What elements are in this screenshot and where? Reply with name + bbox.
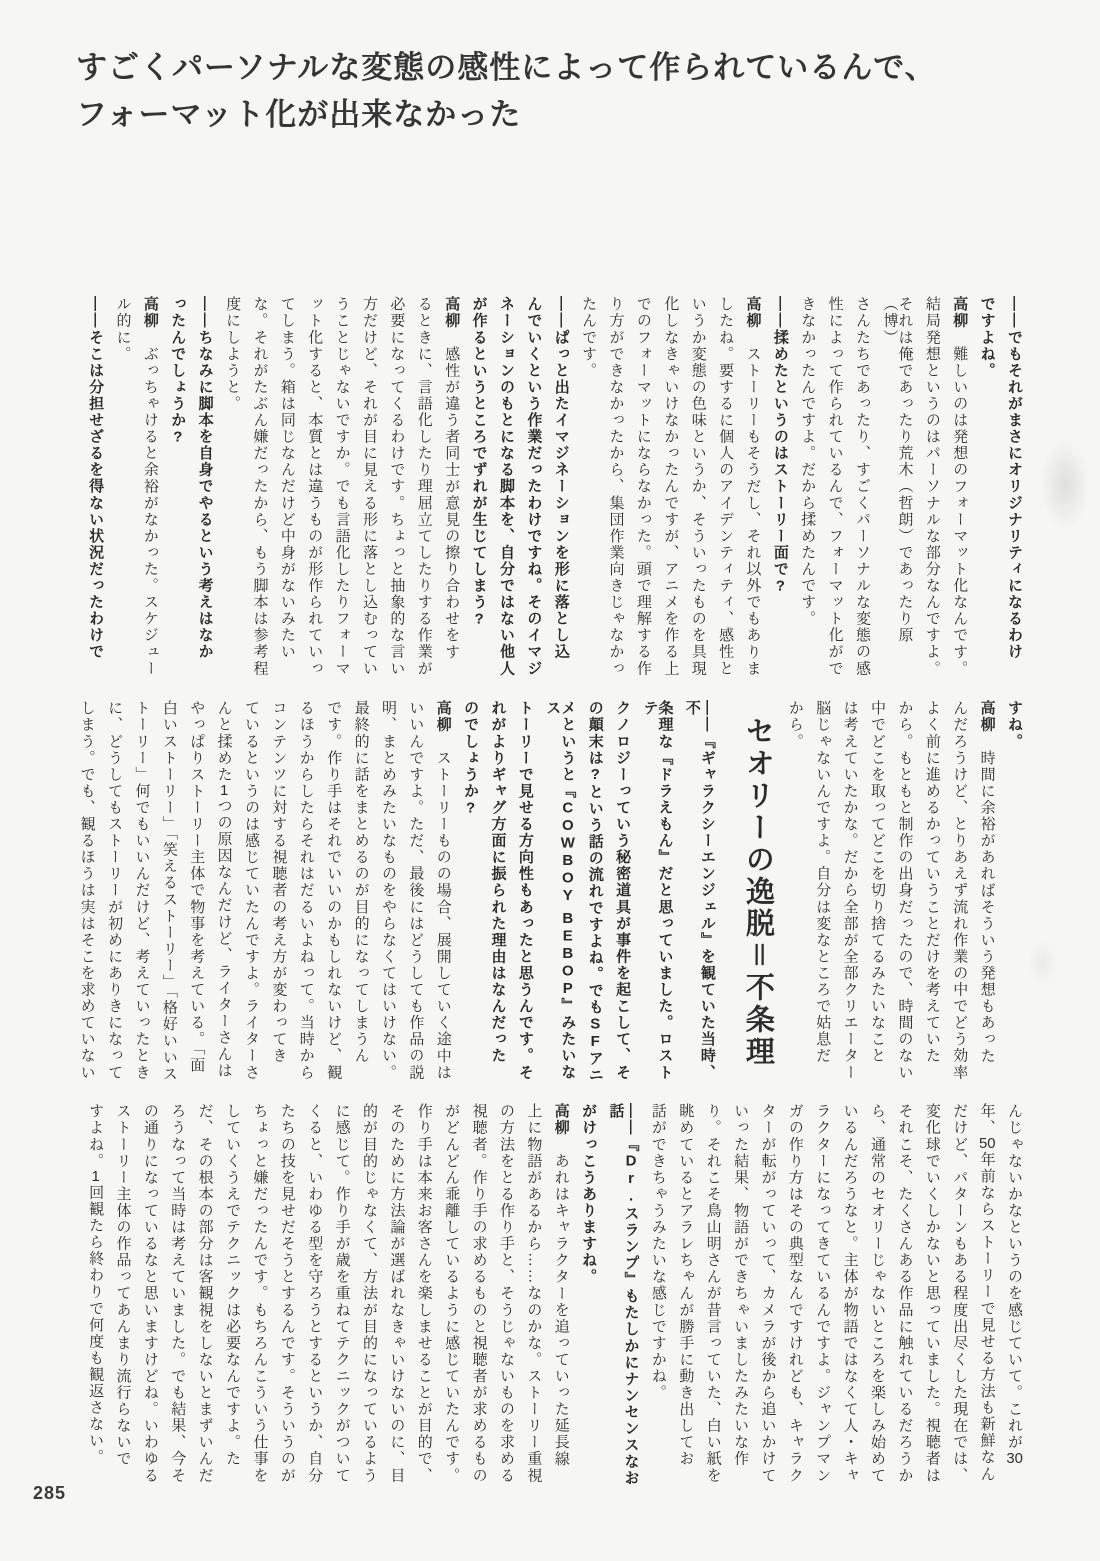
text-column: しまう。でも、観るほうは実はそこを求めていない bbox=[78, 700, 96, 1081]
text-column: 話ができちゃうみたいな感じですかね。 bbox=[649, 1103, 667, 1401]
text-column: だ、その根本の部分は客観視をしないとまずいんだ bbox=[196, 1103, 214, 1484]
text-column: ガの作り方はその典型なんですけれども、キャラク bbox=[786, 1103, 804, 1484]
text-column: に感じて。作り手が歳を重ねてテクニックがついて bbox=[333, 1103, 351, 1484]
text-column: いいんですよ。ただ、最後にはどうしても作品の説 bbox=[407, 700, 425, 1081]
text-column: んだろうけど、とりあえず流れ作業の中でどう効率 bbox=[951, 700, 969, 1081]
text-column: 的が目的じゃなくて、方法が目的になっているよう bbox=[361, 1103, 379, 1484]
text-column: 化しなきゃいけなかったんですが、アニメを作る上 bbox=[662, 296, 680, 677]
text-column: ——『Dr.スランプ』もたしかにナンセンスなお話 bbox=[607, 1103, 640, 1487]
text-column: きなかったんですよ。だから揉めたんです。 bbox=[799, 296, 817, 627]
text-column: ——でもそれがまさにオリジナリティになるわけ bbox=[1006, 296, 1023, 661]
text-column: るほうからしたらそれはだるいよねって。当時から bbox=[297, 700, 315, 1081]
text-column: 必要になってくるわけです。ちょっと抽象的な言い bbox=[388, 296, 406, 677]
text-column: 条理な『ドラえもん』だと思っていました。ロストテ bbox=[641, 700, 674, 1081]
text-column: り。それこそ鳥山明さんが昔言っていた、白い紙を bbox=[704, 1103, 722, 1484]
scan-smudge bbox=[1028, 940, 1058, 986]
text-column: ル的に。 bbox=[114, 296, 132, 363]
text-column: すね。 bbox=[1006, 700, 1023, 750]
text-column: いるんだろうなと。主体が物語ではなくて人・キャ bbox=[841, 1103, 859, 1484]
text-column: の通りになっているなと思いますけどね。いわゆる bbox=[141, 1103, 159, 1484]
text-column: 上に物語があるから……なのかな。ストーリー重視 bbox=[525, 1103, 543, 1484]
text-column: れがよりギャグ方面に振られた理由はなんだった bbox=[489, 700, 507, 1065]
text-column: から。 bbox=[786, 700, 804, 750]
text-column: 高柳 あれはキャラクターを追っていった延長線 bbox=[552, 1103, 570, 1468]
text-column: ているというのは感じていたんですよ。ライターさ bbox=[243, 700, 261, 1081]
text-column: ネーションのもとになる脚本を、自分ではない他人 bbox=[497, 296, 515, 677]
text-column: 高柳 ストーリーものの場合、展開していく途中は bbox=[434, 700, 452, 1081]
text-column: したね。要するに個人のアイデンティティ、感性と bbox=[717, 296, 735, 677]
text-column: うことじゃないですか。でも言語化したりフォーマ bbox=[333, 296, 351, 677]
text-column: 年、50年前ならストーリーで見せる方法も新鮮なん bbox=[978, 1103, 996, 1483]
text-column: から。もともと制作の出身だったので、時間のない bbox=[896, 700, 914, 1081]
text-column: していくうえでテクニックは必要なんですよ。た bbox=[224, 1103, 242, 1468]
speaker-name: 高柳 bbox=[552, 1103, 570, 1137]
interview-text-band-3 bbox=[70, 1103, 1022, 1487]
text-column: り方ができなかったから、集団作業向きじゃなかっ bbox=[607, 296, 625, 677]
page-number: 285 bbox=[33, 1483, 67, 1503]
text-column: やっぱりストーリー主体で物事を考えている。「面 bbox=[188, 700, 206, 1074]
text-column: な。それがたぶん嫌だったから、もう脚本は参考程 bbox=[251, 296, 269, 677]
interview-text-band-1 bbox=[70, 296, 1022, 680]
text-column: それこそ、たくさんある作品に触れているだろうか bbox=[896, 1103, 914, 1484]
text-column: がどんどん乖離しているように感じていたんです。 bbox=[443, 1103, 461, 1484]
text-column: そのために方法論が選ばれなきゃいけないのに、目 bbox=[388, 1103, 406, 1484]
speaker-name: 高柳 bbox=[141, 296, 159, 330]
speaker-name: 高柳 bbox=[951, 296, 969, 330]
text-column: トーリー」何でもいいんだけど、考えていったとき bbox=[133, 700, 151, 1081]
scan-smudge bbox=[1040, 440, 1090, 530]
text-column: それは俺であったり荒木（哲朗）であったり原（博） bbox=[881, 296, 914, 644]
text-column: ろうなって当時は考えていました。でも結果、今そ bbox=[169, 1103, 187, 1484]
text-column: ったんでしょうか? bbox=[169, 296, 187, 446]
text-column: たちの技を見せだそうとするんです。そういうのが bbox=[278, 1103, 296, 1484]
text-column: トーリーで見せる方向性もあったと思うんです。そ bbox=[516, 700, 534, 1081]
text-column: 度にしようと。 bbox=[224, 296, 242, 412]
text-column: いった結果、物語ができちゃいましたみたいな作 bbox=[732, 1103, 750, 1468]
text-column: は考えていたかな。だから全部が全部クリエーター bbox=[841, 700, 859, 1081]
text-column: ストーリー主体の作品ってあんまり流行らないで bbox=[114, 1103, 132, 1468]
speaker-name: 高柳 bbox=[978, 700, 996, 734]
text-column: が作るというところでずれが生じてしまう? bbox=[470, 296, 488, 628]
text-column: 脳じゃないんですよ。自分は変なところで姑息だ bbox=[814, 700, 832, 1065]
text-column: だけど、パターンもある程度出尽くした現在では、 bbox=[951, 1103, 969, 1484]
headline-line-2: フォーマット化が出来なかった bbox=[76, 97, 522, 133]
text-column: 中でどこを取ってどこを切り捨てるみたいなこと bbox=[869, 700, 887, 1065]
text-column: 視聴者。作り手の求めるものと視聴者が求めるもの bbox=[470, 1103, 488, 1484]
text-column: でのフォーマットにならなかった。頭で理解する作 bbox=[634, 296, 652, 677]
text-column: 高柳 ぶっちゃけると余裕がなかった。スケジュー bbox=[141, 296, 159, 677]
text-column: 変化球でいくしかないと思っていました。視聴者は bbox=[923, 1103, 941, 1484]
text-column: ラクターになってきているんですよ。ジャンプマン bbox=[814, 1103, 832, 1484]
text-column: です。作り手はそれでいいのかもしれないけど、観 bbox=[325, 700, 343, 1081]
text-column: 明、まとめみたいなものをやらなくてはいけない。 bbox=[379, 700, 397, 1081]
text-column: 眺めているとアラレちゃんが勝手に動き出してお bbox=[677, 1103, 695, 1468]
text-column: ターが転がっていって、カメラが後から追いかけて bbox=[759, 1103, 777, 1484]
text-column: 高柳 難しいのは発想のフォーマット化なんです。 bbox=[951, 296, 969, 677]
text-column: ——揉めたというのはストーリー面で? bbox=[771, 296, 789, 595]
text-column: 最終的に話をまとめるのが目的になってしまうん bbox=[352, 700, 370, 1065]
text-column: 性によって作られているんで、フォーマット化がで bbox=[826, 296, 844, 677]
speaker-name: 高柳 bbox=[744, 296, 762, 330]
text-column: ——ぱっと出たイマジネーションを形に落とし込 bbox=[552, 296, 570, 661]
text-column: てしまう。箱は同じなんだけど中身がないみたい bbox=[278, 296, 296, 661]
text-column: の方法をとる作り手と、そうじゃないものを求める bbox=[497, 1103, 515, 1484]
text-column: のでしょうか? bbox=[462, 700, 480, 817]
text-column: いうか変態の色味というか、そういったものを具現 bbox=[689, 296, 707, 677]
text-column: がけっこうありますね。 bbox=[580, 1103, 598, 1286]
text-column: んじゃないかなというのを感じていて。これが30 bbox=[1006, 1103, 1023, 1466]
text-column: 高柳 ストーリーもそうだし、それ以外でもありま bbox=[744, 296, 762, 677]
text-column: 高柳 時間に余裕があればそういう発想もあった bbox=[978, 700, 996, 1065]
text-column: 方だけど、それが目に見える形に落とし込むってい bbox=[361, 296, 379, 677]
text-column: ですよね。 bbox=[978, 296, 996, 379]
text-column: 作り手は本来お客さんを楽しませることが目的で、 bbox=[415, 1103, 433, 1484]
text-column: 結局発想というのはパーソナルな部分なんですよ。 bbox=[923, 296, 941, 677]
section-heading: セオリーの逸脱＝不条理 bbox=[741, 716, 774, 1069]
headline-line-1: すごくパーソナルな変態の感性によって作られているんで、 bbox=[76, 50, 937, 85]
text-column: ちょっと嫌だったんです。もちろんこういう仕事を bbox=[251, 1103, 269, 1484]
speaker-name: 高柳 bbox=[434, 700, 452, 734]
interview-text-band-2 bbox=[70, 700, 1022, 1084]
text-column: コンテンツに対する視聴者の考え方が変わってき bbox=[270, 700, 288, 1065]
text-column: るときに、言語化したり理屈立てしたりする作業が bbox=[415, 296, 433, 677]
text-column: んでいくという作業だったわけですね。そのイマジ bbox=[525, 296, 543, 677]
text-column: に、どうしてもストーリーが初めにありきになって bbox=[106, 700, 124, 1081]
speaker-name: 高柳 bbox=[443, 296, 461, 330]
text-column: 白いストーリー」「笑えるストーリー」「格好いいス bbox=[160, 700, 178, 1083]
text-column: ——ちなみに脚本を自身でやるという考えはなか bbox=[196, 296, 214, 661]
text-column: ット化すると、本質とは違うものが形作られていっ bbox=[306, 296, 324, 677]
text-column: たんです。 bbox=[580, 296, 598, 379]
text-column: 高柳 感性が違う者同士が意見の擦り合わせをす bbox=[443, 296, 461, 661]
page-headline bbox=[76, 44, 937, 138]
text-column: ——『ギャラクシーエンジェル』を観ていた当時、不 bbox=[683, 700, 716, 1081]
text-column: メというと『COWBOY BEBOP』みたいなス bbox=[544, 700, 577, 1081]
text-column: クノロジーっていう秘密道具が事件を起こして、そ bbox=[614, 700, 632, 1081]
text-column: んと揉めた1つの原因なんだけど、ライターさんは bbox=[215, 700, 233, 1080]
text-column: の顛末は?という話の流れですよね。でもSFアニ bbox=[586, 700, 604, 1084]
text-column: さんたちであったり、すごくパーソナルな変態の感 bbox=[854, 296, 872, 677]
text-column: すよね。1回観たら終わりで何度も観返さない。 bbox=[87, 1103, 105, 1466]
text-column: よく前に進めるかっていうことだけを考えていた bbox=[923, 700, 941, 1065]
text-column: ——そこは分担せざるを得ない状況だったわけで bbox=[87, 296, 105, 661]
text-column: ら、通常のセオリーじゃないところを楽しみ始めて bbox=[869, 1103, 887, 1484]
text-column: くると、いわゆる型を守ろうとするというか、自分 bbox=[306, 1103, 324, 1484]
